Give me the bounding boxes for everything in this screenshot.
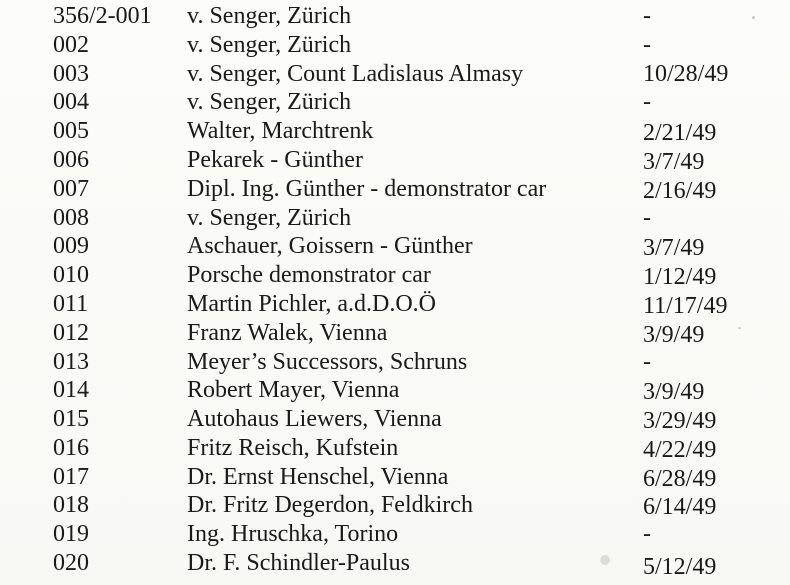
list-item	[0, 405, 790, 434]
list-item	[0, 549, 790, 578]
chassis-number: 013	[53, 349, 89, 375]
list-item	[0, 348, 790, 377]
chassis-number: 356/2-001	[53, 3, 152, 29]
delivery-date: 3/7/49	[643, 235, 705, 261]
paper-speck	[600, 555, 610, 565]
chassis-number: 008	[53, 205, 89, 231]
chassis-number: 018	[53, 492, 89, 518]
delivery-date: -	[643, 521, 651, 547]
owner-name: v. Senger, Count Ladislaus Almasy	[187, 61, 524, 87]
owner-name: Dr. F. Schindler-Paulus	[187, 550, 410, 576]
owner-name: Meyer’s Successors, Schruns	[187, 349, 468, 375]
chassis-number: 012	[53, 320, 89, 346]
owner-name: v. Senger, Zürich	[187, 89, 352, 115]
delivery-date: -	[643, 89, 651, 115]
owner-name: Robert Mayer, Vienna	[187, 377, 400, 403]
list-item	[0, 2, 790, 31]
owner-name: v. Senger, Zürich	[187, 205, 352, 231]
owner-name: Franz Walek, Vienna	[187, 320, 388, 346]
chassis-number: 009	[53, 233, 89, 259]
list-item	[0, 491, 790, 520]
chassis-number: 019	[53, 521, 89, 547]
list-item	[0, 175, 790, 204]
chassis-number: 020	[53, 550, 89, 576]
owner-name: v. Senger, Zürich	[187, 3, 352, 29]
list-item	[0, 434, 790, 463]
delivery-date: 10/28/49	[643, 61, 729, 87]
owner-name: Autohaus Liewers, Vienna	[187, 406, 442, 432]
owner-name: Walter, Marchtrenk	[187, 118, 374, 144]
chassis-number: 016	[53, 435, 89, 461]
owner-name: Dipl. Ing. Günther - demonstrator car	[187, 176, 547, 202]
list-item	[0, 232, 790, 261]
chassis-number: 014	[53, 377, 89, 403]
delivery-date: 3/29/49	[643, 408, 717, 434]
list-item	[0, 31, 790, 60]
delivery-date: -	[643, 3, 651, 29]
delivery-date: -	[643, 349, 651, 375]
owner-name: Martin Pichler, a.d.D.O.Ö	[187, 291, 436, 317]
chassis-number: 011	[53, 291, 89, 317]
owner-name: Pekarek - Günther	[187, 147, 363, 173]
delivery-date: 3/9/49	[643, 379, 705, 405]
owner-name: Aschauer, Goissern - Günther	[187, 233, 473, 259]
delivery-date: 6/14/49	[643, 494, 717, 520]
delivery-date: 11/17/49	[643, 293, 728, 319]
delivery-date: 3/7/49	[643, 149, 705, 175]
delivery-date: 6/28/49	[643, 466, 717, 492]
delivery-date: 2/21/49	[643, 120, 717, 146]
delivery-date: 5/12/49	[643, 554, 717, 580]
chassis-number: 003	[53, 61, 89, 87]
owner-name: Fritz Reisch, Kufstein	[187, 435, 399, 461]
delivery-date: 4/22/49	[643, 437, 717, 463]
list-item	[0, 60, 790, 89]
list-item	[0, 204, 790, 233]
chassis-number: 005	[53, 118, 89, 144]
chassis-number: 015	[53, 406, 89, 432]
chassis-number: 002	[53, 32, 89, 58]
list-item	[0, 376, 790, 405]
owner-name: Ing. Hruschka, Torino	[187, 521, 399, 547]
list-item	[0, 261, 790, 290]
owner-name: Dr. Fritz Degerdon, Feldkirch	[187, 492, 473, 518]
owner-name: Dr. Ernst Henschel, Vienna	[187, 464, 449, 490]
delivery-date: 3/9/49	[643, 322, 705, 348]
delivery-date: 1/12/49	[643, 264, 717, 290]
list-item	[0, 319, 790, 348]
list-item	[0, 463, 790, 492]
list-item	[0, 88, 790, 117]
list-item	[0, 290, 790, 319]
chassis-number: 004	[53, 89, 89, 115]
delivery-date: -	[643, 32, 651, 58]
list-item	[0, 117, 790, 146]
delivery-date: 2/16/49	[643, 178, 717, 204]
paper-speck	[738, 327, 741, 329]
owner-name: Porsche demonstrator car	[187, 262, 431, 288]
owner-name: v. Senger, Zürich	[187, 32, 352, 58]
list-item	[0, 520, 790, 549]
chassis-number: 007	[53, 176, 89, 202]
delivery-date: -	[643, 205, 651, 231]
chassis-number: 006	[53, 147, 89, 173]
list-item	[0, 146, 790, 175]
paper-speck	[752, 16, 755, 19]
chassis-number: 010	[53, 262, 89, 288]
chassis-number: 017	[53, 464, 89, 490]
